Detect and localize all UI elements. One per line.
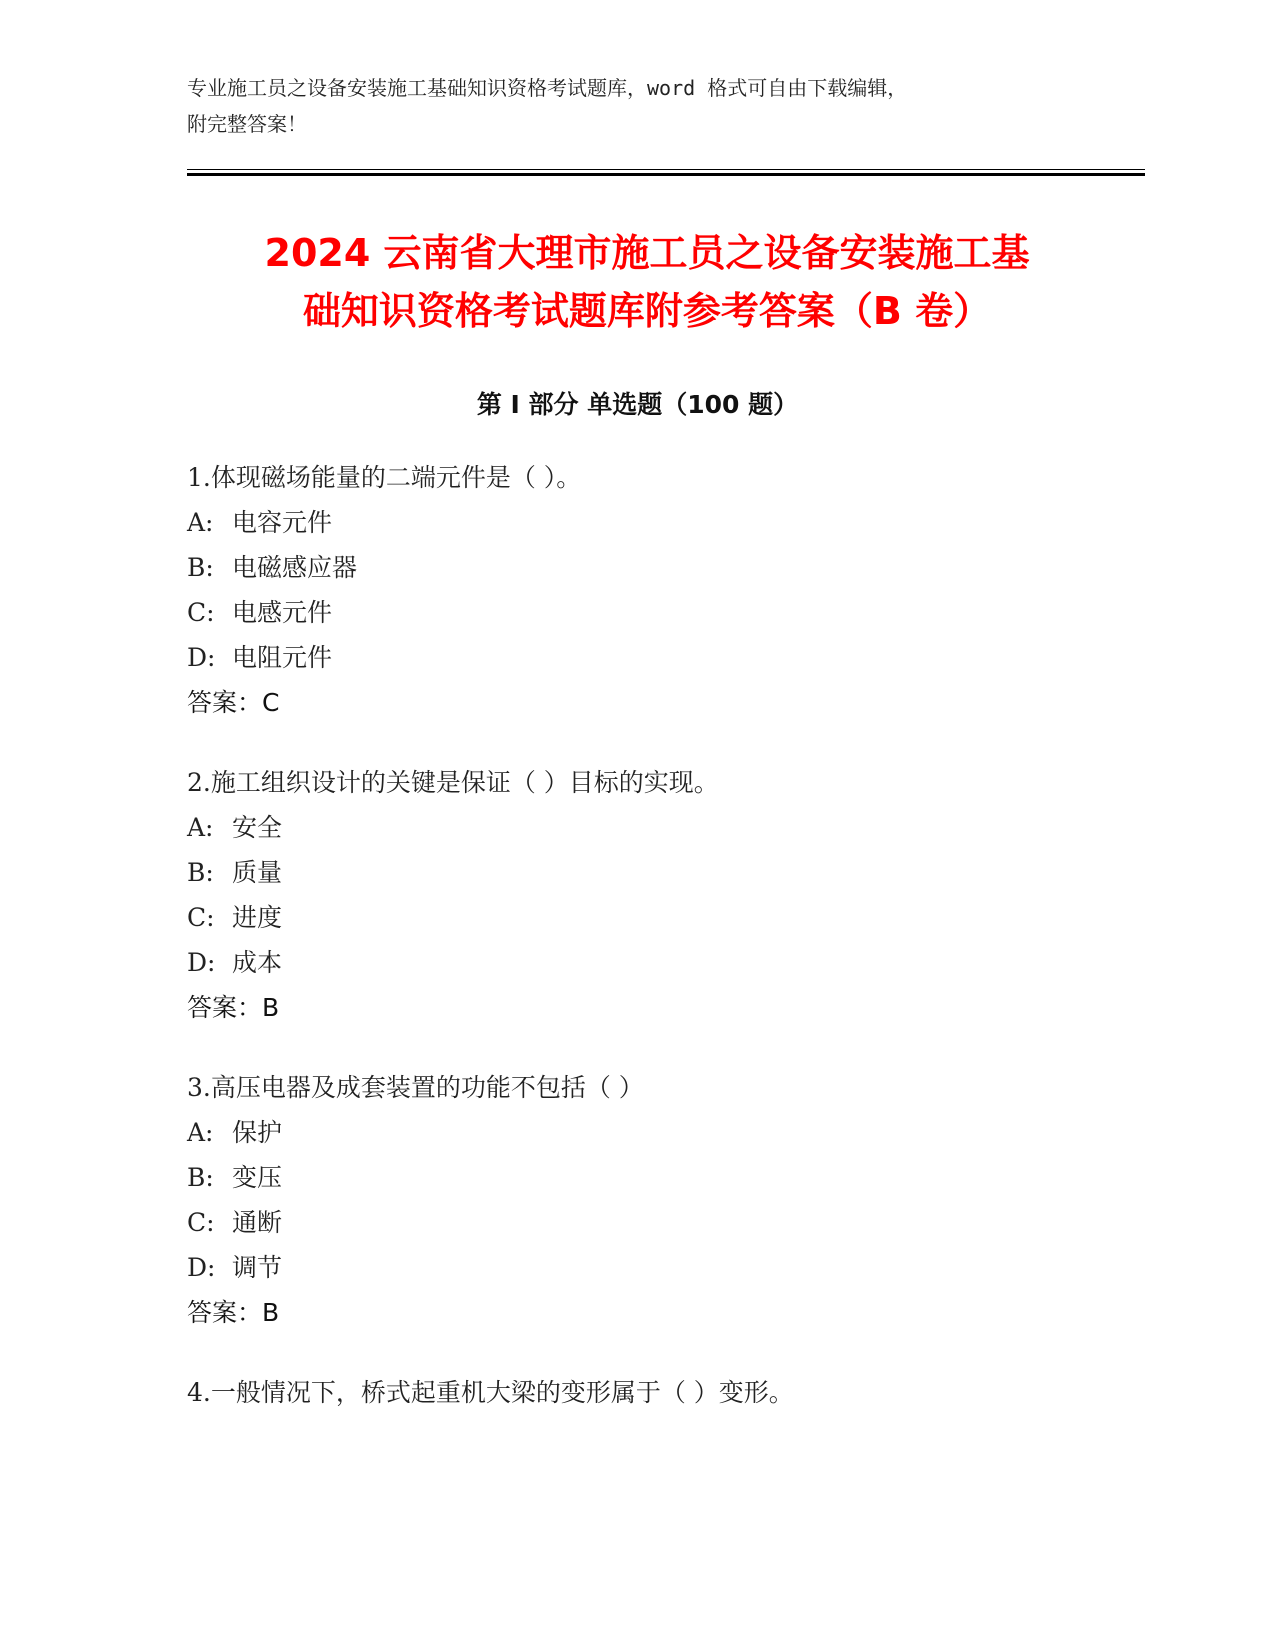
option-letter: A: [187,1118,214,1147]
document-title [187,224,1107,340]
option-letter: A: [187,813,214,842]
option-text: 保护 [232,1118,283,1147]
option-text: 调节 [232,1253,283,1282]
question-1 [187,455,1137,725]
option-letter: D: [187,1253,216,1282]
header-note-line-1: 专业施工员之设备安装施工基础知识资格考试题库，word 格式可自由下载编辑， [187,76,908,100]
option-a [187,805,1137,850]
option-text: 通断 [232,1208,283,1237]
option-text: 电容元件 [232,508,333,537]
option-letter: D: [187,643,216,672]
option-b [187,850,1137,895]
answer: 答案：B [187,1298,280,1327]
option-letter: B: [187,1163,214,1192]
option-text: 电阻元件 [232,643,333,672]
option-text: 变压 [232,1163,283,1192]
option-b [187,1155,1137,1200]
document-title-line-1: 2024 云南省大理市施工员之设备安装施工基 [264,231,1030,275]
option-letter: C: [187,1208,215,1237]
header-divider-thin [187,169,1145,170]
option-letter: A: [187,508,214,537]
answer: 答案：B [187,993,280,1022]
question-stem: 2.施工组织设计的关键是保证（ ）目标的实现。 [187,768,719,797]
option-text: 进度 [232,903,283,932]
option-b [187,545,1137,590]
option-letter: B: [187,553,214,582]
option-c [187,895,1137,940]
option-letter: D: [187,948,216,977]
question-stem: 1.体现磁场能量的二端元件是（ ）。 [187,463,582,492]
option-c [187,1200,1137,1245]
option-letter: C: [187,598,215,627]
question-4 [187,1370,1137,1415]
question-3 [187,1065,1137,1335]
header-divider-thick [187,173,1145,176]
question-2 [187,760,1137,1030]
option-a [187,1110,1137,1155]
option-d [187,635,1137,680]
answer: 答案：C [187,688,280,717]
option-d [187,1245,1137,1290]
question-stem: 3.高压电器及成套装置的功能不包括（ ） [187,1073,644,1102]
option-a [187,500,1137,545]
option-letter: B: [187,858,214,887]
option-text: 电感元件 [232,598,333,627]
option-text: 质量 [232,858,283,887]
header-note-line-2: 附完整答案！ [187,112,307,136]
question-stem: 4.一般情况下，桥式起重机大梁的变形属于（ ）变形。 [187,1378,794,1407]
document-title-line-2: 础知识资格考试题库附参考答案（B 卷） [302,289,992,333]
option-c [187,590,1137,635]
section-title: 第 I 部分 单选题（100 题） [476,390,799,419]
option-letter: C: [187,903,215,932]
option-text: 安全 [232,813,283,842]
header-note [187,70,1087,142]
option-d [187,940,1137,985]
option-text: 电磁感应器 [232,553,358,582]
option-text: 成本 [232,948,283,977]
